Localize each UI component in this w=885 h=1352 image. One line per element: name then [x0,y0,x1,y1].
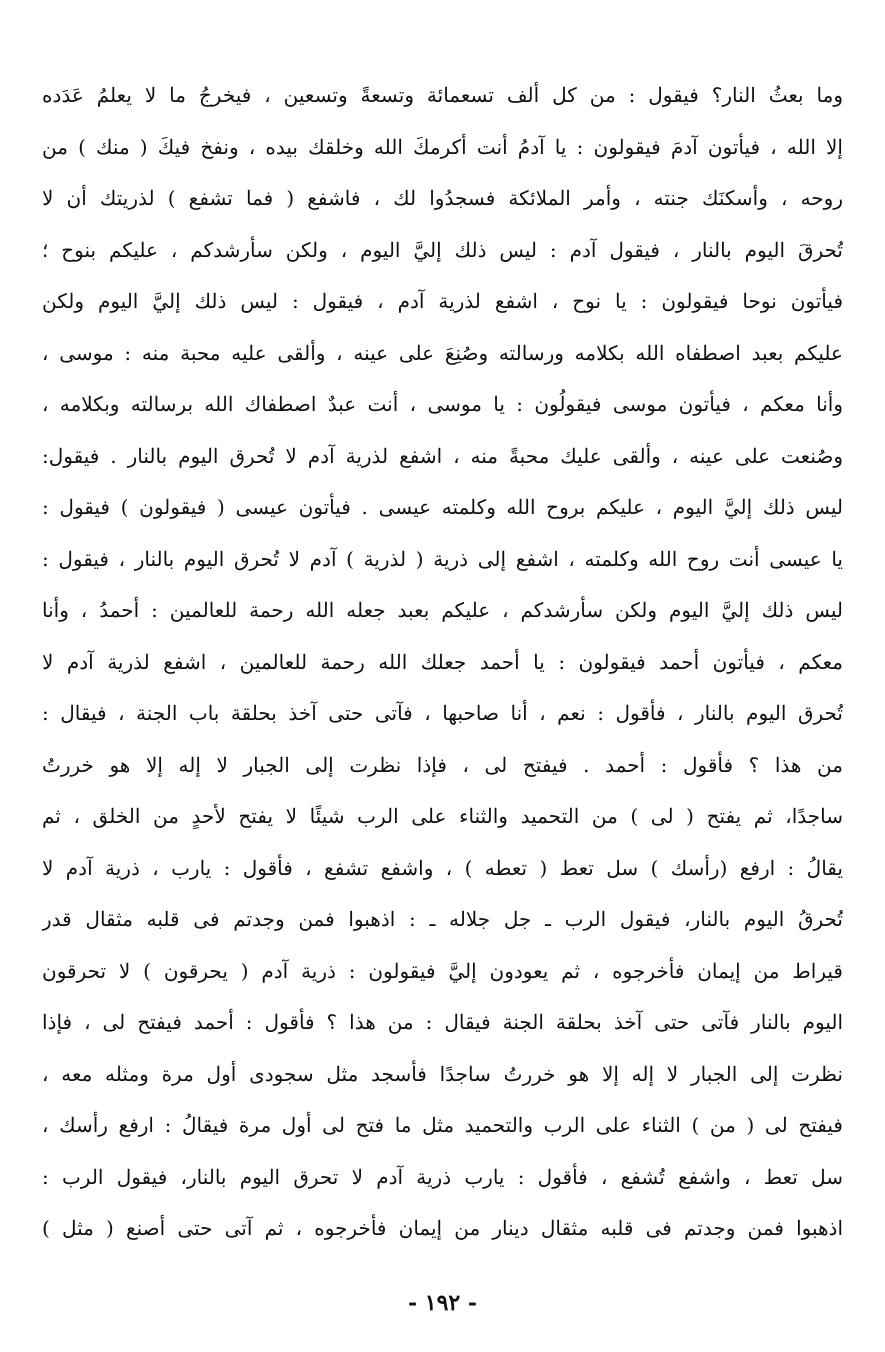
text-line: وصُنعت على عينه ، وألقى عليك محبةً منه ، اشفع لذرية آدم لا تُحرق اليوم بالنار . فيقول: [42,443,843,468]
text-line: يا عيسى أنت روح الله وكلمته ، اشفع إلى ذرية ( لذرية ) آدم لا تُحرق اليوم بالنار ، فيقول : [42,546,843,571]
body-text [42,70,843,1255]
text-line: سل تعط ، واشفع تُشفع ، فأقول : يارب ذرية آدم لا تحرق اليوم بالنار، فيقول الرب : [42,1164,843,1189]
text-line: تُحرق اليوم بالنار ، فأقول : نعم ، أنا صاحبها ، فآتى حتى آخذ بحلقة باب الجنة ، فيقال : [42,701,843,725]
text-line: تُحرقُ اليوم بالنار، فيقول الرب ـ جل جلاله ـ : اذهبوا فمن وجدتم فى قلبه مثقال قدر [42,907,843,931]
text-line: عليكم بعبد اصطفاه الله بكلامه ورسالته وصُنِعَ على عينه ، وألقى عليه محبة منه : موسى ، [42,340,843,365]
text-line: قيراط من إيمان فأخرجوه ، ثم يعودون إليَّ فيقولون : ذرية آدم ( يحرقون ) لا تحرقون [42,958,843,983]
page-number: - ١٩٢ - [407,1290,478,1316]
text-line: اليوم بالنار فآتى حتى آخذ بحلقة الجنة فيقال : من هذا ؟ فأقول : أحمد فيفتح لى ، فإذا [42,1010,843,1034]
text-line: من هذا ؟ فأقول : أحمد . فيفتح لى ، فإذا نظرت إلى الجبار لا إله إلا هو خررتُ [42,752,843,777]
text-line: فيفتح لى ( من ) الثناء على الرب والتحميد مثل ما فتح لى أول مرة فيقالُ : ارفع رأسك ، [42,1113,843,1137]
text-line: تُحرقَ اليوم بالنار ، فيقول آدم : ليس ذلك إليَّ اليوم ، ولكن سأرشدكم ، عليكم بنوح ؛ [42,237,843,262]
text-line: إلا الله ، فيأتون آدمَ فيقولون : يا آدمُ أنت أكرمكَ الله وخلقك بيده ، ونفخ فيكَ ( منك ) من [42,134,843,159]
text-line: فيأتون نوحا فيقولون : يا نوح ، اشفع لذرية آدم ، فيقول : ليس ذلك إليَّ اليوم ولكن [42,289,843,313]
text-line: اذهبوا فمن وجدتم فى قلبه مثقال دينار من إيمان فأخرجوه ، ثم آتى حتى أصنع ( مثل ) [42,1216,843,1240]
text-line: ليس ذلك إليَّ اليوم ، عليكم بروح الله وكلمته عيسى . فيأتون عيسى ( فيقولون ) فيقول : [42,495,843,519]
text-line: معكم ، فيأتون أحمد فيقولون : يا أحمد جعلك الله رحمة للعالمين ، اشفع لذرية آدم لا [42,649,843,674]
text-line: نظرت إلى الجبار لا إله إلا هو خررتُ ساجدًا فأسجد مثل سجودى أول مرة ومثله معه ، [42,1061,843,1086]
text-line: ساجدًا، ثم يفتح ( لى ) من التحميد والثناء على الرب شيئًا لا يفتح لأحدٍ من الخلق ، ثم [42,804,843,828]
text-line: وما بعثُ النار؟ فيقول : من كل ألف تسعمائة وتسعةً وتسعين ، فيخرجُ ما لا يعلمُ عَدَده [42,83,843,107]
text-line: وأنا معكم ، فيأتون موسى فيقولُون : يا موسى ، أنت عبدٌ اصطفاك الله برسالته وبكلامه ، [42,392,843,416]
text-line: ليس ذلك إليَّ اليوم ولكن سأرشدكم ، عليكم بعبد جعله الله رحمة للعالمين : أحمدُ ، وأنا [42,598,843,622]
text-line: يقالُ : ارفع (رأسك ) سل تعط ( تعطه ) ، واشفع تشفع ، فأقول : يارب ، ذرية آدم لا [42,855,843,880]
text-line: روحه ، وأسكنَك جنته ، وأمر الملائكة فسجدُوا لك ، فاشفع ( فما تشفع ) لذريتك أن لا [42,186,843,210]
